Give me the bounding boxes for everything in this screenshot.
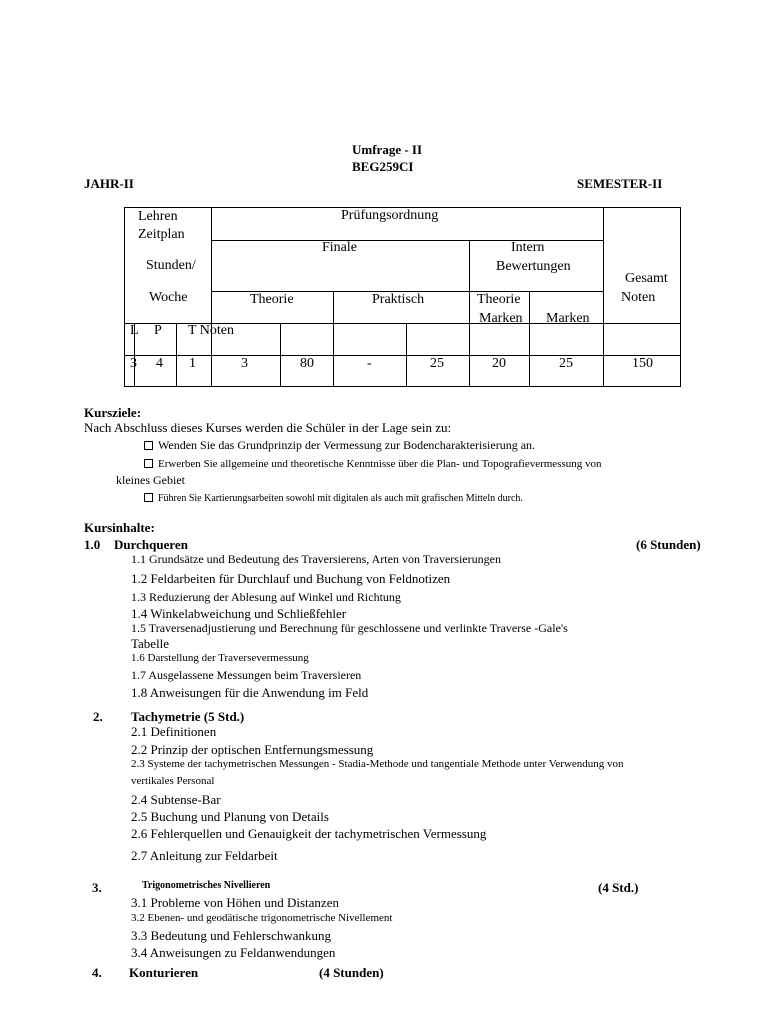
section-2-item: 2.4 Subtense-Bar: [131, 792, 221, 807]
col-l-label: L: [130, 323, 139, 338]
objective-item: Wenden Sie das Grundprinzip der Vermessung zur Bodencharakterisierung an.: [144, 438, 535, 453]
section-1-hours: (6 Stunden): [636, 537, 701, 552]
value-internal-theory: 20: [492, 356, 506, 371]
value-theory-hours: 3: [241, 356, 248, 371]
section-4-number: 4.: [92, 965, 102, 980]
section-3-item: 3.3 Bedeutung und Fehlerschwankung: [131, 928, 332, 943]
total-label-2: Noten: [621, 290, 656, 305]
col-t-label: T Noten: [188, 323, 235, 338]
hours-label-1: Stunden/: [146, 258, 196, 273]
internal-label-1: Intern: [511, 240, 545, 255]
objectives-heading: Kursziele:: [84, 405, 142, 420]
section-1-number: 1.0: [84, 537, 101, 552]
exam-scheme-label: Prüfungsordnung: [341, 208, 439, 223]
section-1-item: 1.4 Winkelabweichung und Schließfehler: [131, 606, 347, 621]
course-code: BEG259CI: [352, 159, 414, 174]
section-2-item: 2.7 Anleitung zur Feldarbeit: [131, 848, 278, 863]
section-2-title: Tachymetrie (5 Std.): [131, 709, 245, 724]
theory-marks-label-1: Theorie: [477, 292, 521, 307]
objective-item: Erwerben Sie allgemeine und theoretische Kenntnisse über die Plan- und Topografievermessung von: [144, 458, 602, 470]
value-theory-marks: 80: [300, 356, 314, 371]
theory-marks-label-2: Marken: [479, 311, 523, 326]
value-l: 3: [130, 356, 137, 371]
theory-label: Theorie: [250, 292, 294, 307]
teach-schedule-label-1: Lehren: [138, 209, 178, 224]
course-title: Umfrage - II: [352, 142, 423, 157]
section-1-item: 1.3 Reduzierung der Ablesung auf Winkel und Richtung: [131, 590, 401, 604]
section-1-title: Durchqueren: [114, 537, 188, 552]
checkbox-bullet-icon: [144, 459, 153, 468]
section-3-item: 3.4 Anweisungen zu Feldanwendungen: [131, 945, 336, 960]
teach-schedule-label-2: Zeitplan: [138, 227, 185, 242]
semester-label: SEMESTER-II: [577, 176, 663, 191]
section-4-title: Konturieren: [129, 965, 199, 980]
section-3-hours: (4 Std.): [598, 880, 639, 895]
value-p: 4: [156, 356, 163, 371]
practical-label: Praktisch: [372, 292, 425, 307]
section-2-item-continued: vertikales Personal: [131, 775, 215, 787]
section-2-item: 2.5 Buchung und Planung von Details: [131, 809, 329, 824]
section-2-item: 2.6 Fehlerquellen und Genauigkeit der tachymetrischen Vermessung: [131, 826, 487, 841]
section-1-item: 1.1 Grundsätze und Bedeutung des Traversierens, Arten von Traversierungen: [131, 552, 501, 566]
section-1-item: 1.5 Traversenadjustierung und Berechnung für geschlossene und verlinkte Traverse -Gale's: [131, 621, 568, 635]
objective-item: Führen Sie Kartierungsarbeiten sowohl mit digitalen als auch mit grafischen Mitteln durch.: [144, 493, 523, 504]
internal-label-2: Bewertungen: [496, 259, 571, 274]
section-4-hours: (4 Stunden): [319, 965, 384, 980]
section-1-item: 1.7 Ausgelassene Messungen beim Traversieren: [131, 668, 362, 682]
section-2-item: 2.2 Prinzip der optischen Entfernungsmessung: [131, 742, 374, 757]
objective-item-continued: kleines Gebiet: [116, 473, 185, 487]
col-p-label: P: [154, 323, 162, 338]
marks-label: Marken: [546, 311, 590, 326]
value-practical-marks: 25: [430, 356, 444, 371]
contents-heading: Kursinhalte:: [84, 520, 155, 535]
value-t: 1: [189, 356, 196, 371]
section-1-item: 1.6 Darstellung der Traversevermessung: [131, 652, 309, 664]
value-practical-hours: -: [367, 356, 372, 371]
section-3-item: 3.2 Ebenen- und geodätische trigonometrische Nivellement: [131, 912, 393, 924]
section-2-item: 2.1 Definitionen: [131, 724, 217, 739]
exam-scheme-table: [124, 207, 681, 387]
section-3-item: 3.1 Probleme von Höhen und Distanzen: [131, 895, 339, 910]
section-1-item: 1.8 Anweisungen für die Anwendung im Feld: [131, 685, 369, 700]
section-1-item: 1.2 Feldarbeiten für Durchlauf und Buchung von Feldnotizen: [131, 571, 451, 586]
section-2-item: 2.3 Systeme der tachymetrischen Messungen - Stadia-Methode und tangentiale Methode unter Verwendung von: [131, 758, 624, 770]
year-label: JAHR-II: [84, 176, 134, 191]
value-total: 150: [632, 356, 653, 371]
section-1-item-continued: Tabelle: [131, 636, 170, 651]
section-3-title: Trigonometrisches Nivellieren: [142, 880, 271, 891]
checkbox-bullet-icon: [144, 493, 153, 502]
total-label-1: Gesamt: [625, 271, 668, 286]
final-label: Finale: [322, 240, 357, 255]
section-3-number: 3.: [92, 880, 102, 895]
objectives-intro: Nach Abschluss dieses Kurses werden die Schüler in der Lage sein zu:: [84, 420, 452, 435]
hours-label-2: Woche: [149, 290, 188, 305]
value-internal-marks: 25: [559, 356, 573, 371]
section-2-number: 2.: [93, 709, 103, 724]
checkbox-bullet-icon: [144, 441, 153, 450]
